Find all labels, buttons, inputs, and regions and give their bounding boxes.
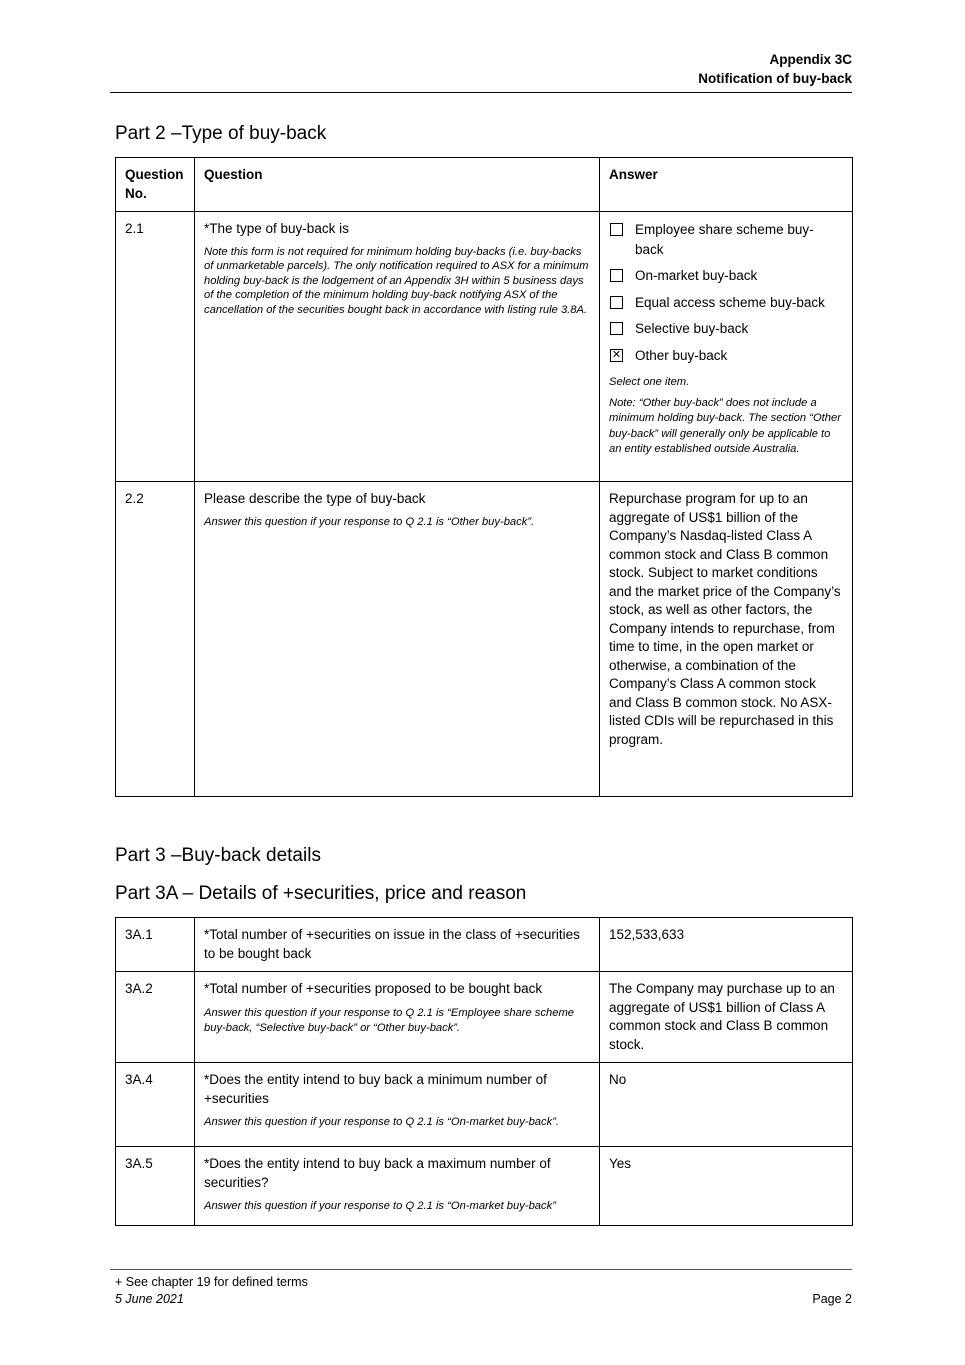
question-text-2-1: *The type of buy-back is: [204, 221, 349, 236]
question-cell-3a-2: [195, 972, 600, 1063]
question-cell-3a-1: [195, 918, 600, 972]
question-no-3a-1: 3A.1: [116, 918, 195, 972]
checkbox-icon[interactable]: [610, 322, 623, 335]
part3a-title: Part 3A – Details of +securities, price and reason: [115, 883, 527, 904]
question-no-3a-5: 3A.5: [116, 1147, 195, 1226]
answer-cell-3a-4: No: [600, 1063, 853, 1147]
checkbox-checked-icon[interactable]: ✕: [611, 348, 622, 361]
footer-rule: [110, 1269, 852, 1270]
question-text-3a-5: *Does the entity intend to buy back a maximum number of securities?: [204, 1156, 551, 1190]
checkbox-label: Equal access scheme buy-back: [635, 294, 825, 310]
checkbox-option-employee-share-scheme[interactable]: [609, 220, 842, 259]
question-text-3a-4: *Does the entity intend to buy back a minimum number of +securities: [204, 1072, 547, 1106]
table-row-2-1: [116, 212, 853, 482]
document-content: [115, 0, 852, 1226]
part2-title: Part 2 –Type of buy-back: [115, 123, 327, 144]
table-row-3a-4: [116, 1063, 853, 1147]
col-header-question-no: Question No.: [116, 158, 195, 212]
table-row-3a-2: [116, 972, 853, 1063]
select-one-item-note: Select one item.: [609, 376, 690, 388]
header-appendix-title: Appendix 3C: [769, 52, 852, 67]
header-form-title: Notification of buy-back: [698, 71, 852, 86]
answer-cell-2-2: Repurchase program for up to an aggregate of US$1 billion of the Company’s Nasdaq-listed Class A common stock and Class B common stock. Subject to market conditions and the market price of the Company’s stock, as well as other factors, the Company intends to repurchase, from time to time, in the open market or otherwise, a combination of the Company’s Class A common stock and Class B common stock. No ASX-listed CDIs will be repurchased in this program.: [600, 482, 853, 797]
question-text-3a-1: *Total number of +securities on issue in the class of +securities to be bought back: [204, 927, 580, 961]
footer-defined-terms: + See chapter 19 for defined terms: [115, 1275, 308, 1289]
question-no-2-1: 2.1: [116, 212, 195, 482]
checkbox-label: Employee share scheme buy-back: [635, 222, 814, 257]
part3a-table: [115, 917, 853, 1226]
question-cell-3a-4: [195, 1063, 600, 1147]
checkbox-icon[interactable]: [610, 223, 623, 236]
checkbox-label: Selective buy-back: [635, 321, 749, 336]
footer-date: 5 June 2021: [115, 1292, 184, 1306]
question-note-3a-5: Answer this question if your response to Q 2.1 is “On-market buy-back”: [204, 1200, 556, 1212]
question-note-3a-4: Answer this question if your response to Q 2.1 is “On-market buy-back”.: [204, 1116, 560, 1128]
table-row-3a-5: [116, 1147, 853, 1226]
table-row-2-2: [116, 482, 853, 797]
document-footer: [110, 1269, 852, 1308]
checkbox-option-selective[interactable]: [609, 319, 842, 339]
question-text-3a-2: *Total number of +securities proposed to be bought back: [204, 981, 543, 996]
checkbox-label: Other buy-back: [635, 347, 728, 363]
question-no-2-2: 2.2: [116, 482, 195, 797]
question-cell-2-2: [195, 482, 600, 797]
question-text-2-2: Please describe the type of buy-back: [204, 491, 426, 506]
answer-cell-3a-1: 152,533,633: [600, 918, 853, 972]
question-note-3a-2: Answer this question if your response to Q 2.1 is “Employee share scheme buy-back, “Selective buy-back” or “Other buy-back”.: [204, 1006, 574, 1034]
checkbox-icon[interactable]: [610, 296, 623, 309]
part2-table: [115, 157, 853, 797]
other-buyback-note: Note: “Other buy-back” does not include a minimum holding buy-back. The section “Other buy-back” will generally only be applicable to an entity established outside Australia.: [609, 397, 841, 455]
question-cell-2-1: [195, 212, 600, 482]
col-header-answer: Answer: [600, 158, 853, 212]
answer-cell-3a-2: The Company may purchase up to an aggregate of US$1 billion of Class A common stock and Class B common stock.: [600, 972, 853, 1063]
checkbox-label: On-market buy-back: [635, 268, 758, 283]
checkbox-option-other-checked[interactable]: [609, 346, 842, 366]
document-header: [115, 0, 852, 88]
question-note-2-1: Note this form is not required for minimum holding buy-backs (i.e. buy-backs of unmarketable parcels). The only notification required to ASX for a minimum holding buy-back is the lodgement of an Appendix 3H within 5 business days of the completion of the minimum holding buy-back notifying ASX of the cancellation of the securities bought back in accordance with listing rule 3.8A.: [204, 245, 589, 316]
col-header-question: Question: [195, 158, 600, 212]
question-cell-3a-5: [195, 1147, 600, 1226]
checkbox-icon[interactable]: [610, 269, 623, 282]
part2-table-header-row: [116, 158, 853, 212]
part3-title: Part 3 –Buy-back details: [115, 845, 321, 866]
question-no-3a-4: 3A.4: [116, 1063, 195, 1147]
question-note-2-2: Answer this question if your response to Q 2.1 is “Other buy-back”.: [204, 515, 535, 528]
footer-page-number: Page 2: [812, 1292, 852, 1306]
answer-cell-3a-5: Yes: [600, 1147, 853, 1226]
header-rule: [110, 92, 852, 93]
table-row-3a-1: [116, 918, 853, 972]
answer-cell-2-1: [600, 212, 853, 482]
checkbox-option-equal-access-scheme[interactable]: [609, 293, 842, 313]
question-no-3a-2: 3A.2: [116, 972, 195, 1063]
checkbox-option-on-market[interactable]: [609, 266, 842, 286]
